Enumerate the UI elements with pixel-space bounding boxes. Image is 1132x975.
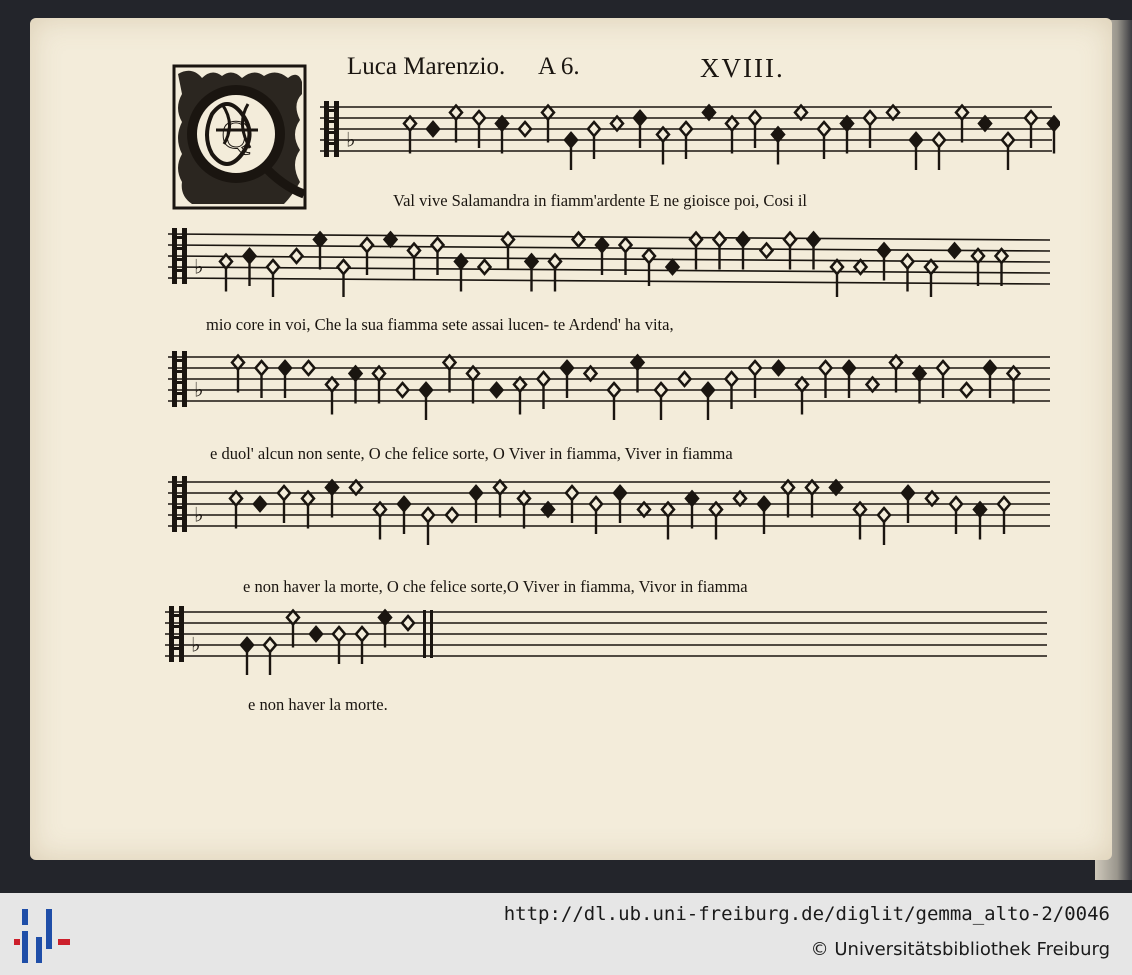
music-note: [397, 383, 409, 397]
music-note: [806, 481, 818, 518]
permalink-url[interactable]: http://dl.ub.uni-freiburg.de/diglit/gemma_alto-2/0046: [503, 903, 1110, 925]
music-note: [232, 356, 244, 393]
music-note: [662, 503, 674, 540]
music-note: [902, 255, 914, 292]
svg-text:Q: Q: [221, 112, 251, 157]
music-note: [1008, 367, 1020, 404]
music-staff-3: [168, 345, 1058, 435]
music-note: [446, 508, 458, 522]
music-note: [455, 255, 467, 292]
music-note: [690, 233, 702, 270]
music-note: [514, 378, 526, 415]
music-note: [491, 383, 503, 397]
music-staff-4: [168, 470, 1058, 560]
music-note: [657, 128, 669, 165]
music-note: [878, 244, 890, 281]
music-note: [831, 260, 843, 297]
music-note: [956, 106, 968, 143]
svg-text:♭: ♭: [191, 632, 201, 657]
music-note: [841, 117, 853, 154]
ub-freiburg-logo-icon: [14, 909, 72, 963]
music-note: [526, 255, 538, 292]
voice-count: A 6.: [538, 53, 580, 80]
music-note: [890, 356, 902, 393]
music-note: [467, 367, 479, 404]
music-note: [772, 128, 784, 165]
music-note: [737, 233, 749, 270]
lyrics-line-2: mio core in voi, Che la sua fiamma sete assai lucen- te Ardend' ha vita,: [206, 315, 674, 334]
music-note: [1048, 117, 1060, 154]
music-note: [502, 233, 514, 270]
music-note: [925, 260, 937, 297]
music-note: [361, 238, 373, 275]
music-note: [808, 233, 820, 270]
lyrics-line-5: e non haver la morte.: [248, 695, 388, 714]
viewer-footer: [0, 893, 1132, 975]
music-note: [679, 372, 691, 386]
music-note: [350, 367, 362, 404]
music-note: [667, 260, 679, 274]
music-note: [254, 497, 266, 511]
music-note: [302, 492, 314, 529]
music-note: [408, 244, 420, 281]
svg-text:♭: ♭: [346, 127, 356, 152]
music-note: [549, 255, 561, 292]
music-note: [854, 503, 866, 540]
music-note: [310, 627, 322, 641]
music-note: [479, 260, 491, 274]
music-note: [949, 244, 961, 258]
composer-name: Luca Marenzio.: [347, 53, 506, 80]
music-note: [287, 611, 299, 648]
lyrics-line-4: e non haver la morte, O che felice sorte,O Viver in fiamma, Vivor in fiamma: [243, 577, 748, 596]
music-staff-2: [168, 222, 1058, 312]
svg-text:♭: ♭: [194, 254, 204, 279]
music-note: [379, 611, 391, 648]
music-note: [450, 106, 462, 143]
music-note: [494, 481, 506, 518]
decorated-initial-Q-icon: [172, 64, 307, 210]
music-note: [961, 383, 973, 397]
music-staff-5: [165, 600, 1055, 680]
lyrics-line-1: Val vive Salamandra in fiamm'ardente E ne gioisce poi, Cosi il: [393, 191, 807, 210]
music-note: [291, 249, 303, 263]
music-note: [974, 503, 986, 540]
music-note: [972, 249, 984, 286]
music-note: [518, 492, 530, 529]
svg-text:♭: ♭: [194, 377, 204, 402]
music-note: [303, 361, 315, 375]
piece-number: XVIII.: [700, 53, 785, 83]
music-note: [914, 367, 926, 404]
music-note: [326, 378, 338, 415]
copyright-notice: © Universitätsbibliothek Freiburg: [810, 939, 1110, 960]
music-note: [573, 233, 585, 247]
music-note: [773, 361, 785, 375]
music-note: [726, 117, 738, 154]
music-note: [761, 244, 773, 258]
svg-text:♭: ♭: [194, 502, 204, 527]
lyrics-line-3: e duol' alcun non sente, O che felice sorte, O Viver in fiamma, Viver in fiamma: [210, 444, 733, 463]
music-note: [220, 255, 232, 292]
music-note: [314, 233, 326, 270]
music-note: [542, 106, 554, 143]
music-note: [373, 367, 385, 404]
music-note: [519, 122, 531, 136]
music-note: [444, 356, 456, 393]
music-note: [404, 117, 416, 154]
music-note: [686, 492, 698, 529]
music-note: [796, 378, 808, 415]
music-note: [496, 117, 508, 154]
music-note: [326, 481, 338, 518]
music-note: [374, 503, 386, 540]
music-note: [230, 492, 242, 529]
music-note: [427, 122, 439, 136]
music-note: [782, 481, 794, 518]
music-note: [632, 356, 644, 393]
music-note: [784, 233, 796, 270]
music-note: [996, 249, 1008, 286]
music-note: [402, 616, 414, 630]
music-note: [710, 503, 722, 540]
music-note: [714, 233, 726, 270]
music-staff-1: [320, 95, 1060, 175]
music-note: [385, 233, 397, 247]
